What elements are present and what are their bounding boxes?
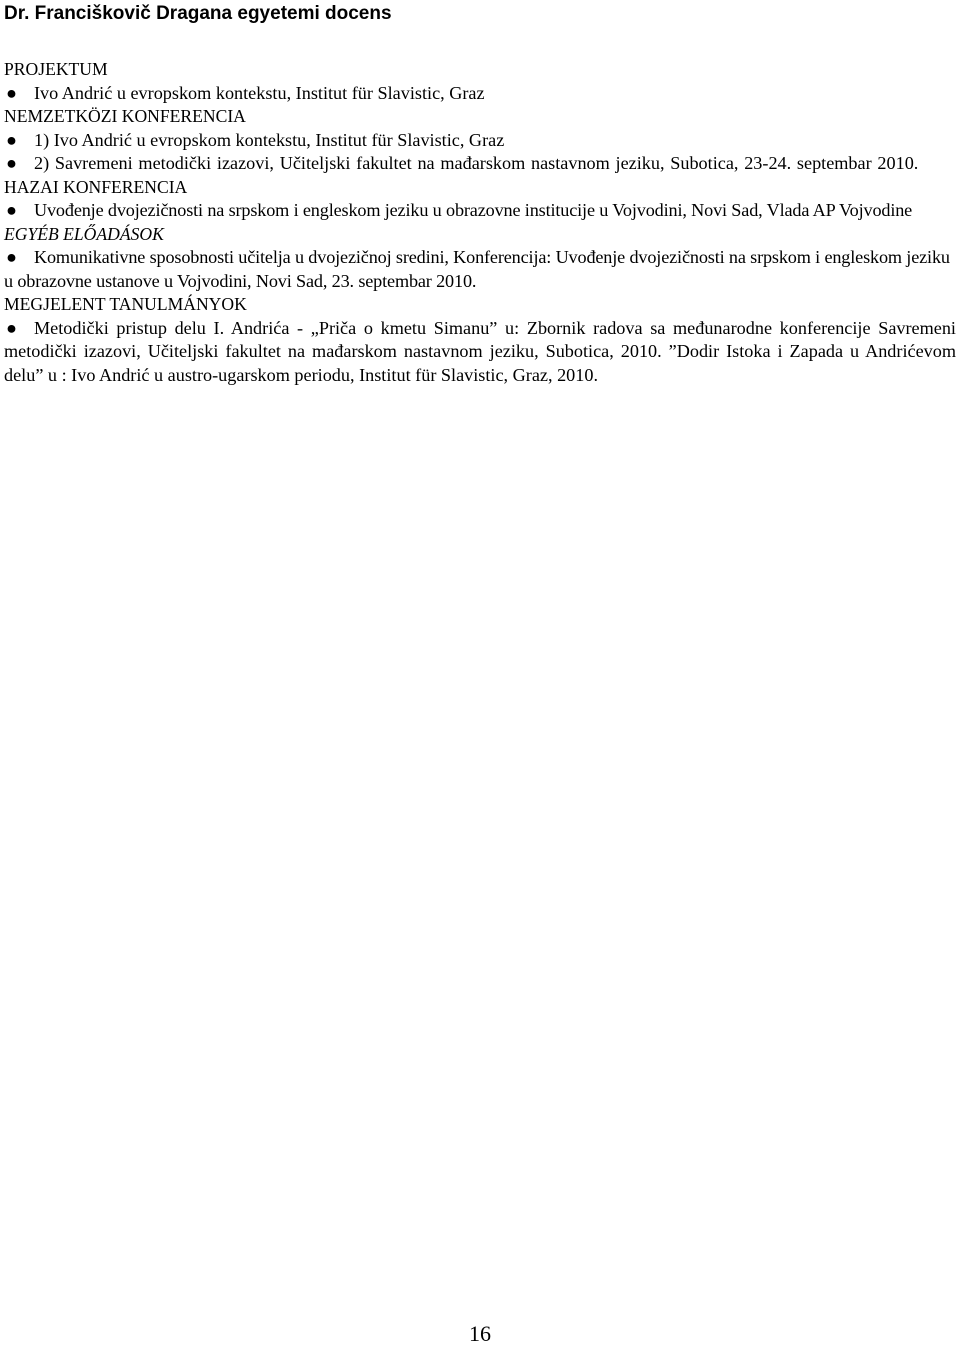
projektum-item-1: Ivo Andrić u evropskom kontekstu, Institut für Slavistic, Graz bbox=[34, 82, 485, 103]
hazai-item-1: Uvođenje dvojezičnosti na srpskom i engleskom jeziku u obrazovne institucije u Vojvodini, Novi Sad, Vlada AP Vojvodine bbox=[34, 200, 913, 220]
list-item bbox=[4, 82, 956, 106]
list-item bbox=[4, 317, 956, 388]
bullet-icon: ● bbox=[6, 247, 17, 267]
egyeb-item-1: Komunikativne sposobnosti učitelja u dvojezičnoj sredini, Konferencija: Uvođenje dvojezičnosti na srpskom i engleskom jeziku u obrazovne ustanove u Vojvodini, Novi Sad, 23. septembar 2010. bbox=[4, 247, 950, 291]
document-title: Dr. Franciškovič Dragana egyetemi docens bbox=[4, 3, 392, 24]
list-item bbox=[4, 152, 956, 176]
nemzetkozi-item-2: 2) Savremeni metodički izazovi, Učiteljski fakultet na mađarskom nastavnom jeziku, Subotica, 23-24. septembar 2010. bbox=[34, 153, 919, 173]
list-item bbox=[4, 129, 956, 153]
bullet-icon: ● bbox=[6, 153, 17, 173]
section-heading-nemzetkozi: NEMZETKÖZI KONFERENCIA bbox=[4, 106, 246, 126]
document-body bbox=[4, 58, 956, 387]
section-heading-egyeb: EGYÉB ELŐADÁSOK bbox=[4, 223, 164, 244]
section-heading-megjelent: MEGJELENT TANULMÁNYOK bbox=[4, 294, 247, 314]
megjelent-item-1: Metodički pristup delu I. Andrića - „Priča o kmetu Simanu” u: Zbornik radova sa međunarodne konferencije Savremeni metodički izazovi, Učiteljski fakultet na mađarskom nastavnom jeziku, Subotica, 2010. ”Dodir Istoka i Zapada u Andrićevom delu” u : Ivo Andrić u austro-ugarskom periodu, Institut für Slavistic, Graz, 2010. bbox=[4, 317, 956, 385]
nemzetkozi-item-1: 1) Ivo Andrić u evropskom kontekstu, Institut für Slavistic, Graz bbox=[34, 129, 505, 150]
bullet-icon: ● bbox=[6, 82, 17, 103]
section-heading-projektum: PROJEKTUM bbox=[4, 59, 108, 79]
section-heading-hazai: HAZAI KONFERENCIA bbox=[4, 176, 188, 197]
list-item bbox=[4, 199, 956, 223]
bullet-icon: ● bbox=[6, 200, 17, 220]
bullet-icon: ● bbox=[6, 317, 17, 338]
bullet-icon: ● bbox=[6, 129, 17, 150]
page-number: 16 bbox=[469, 1321, 491, 1346]
list-item bbox=[4, 246, 956, 293]
